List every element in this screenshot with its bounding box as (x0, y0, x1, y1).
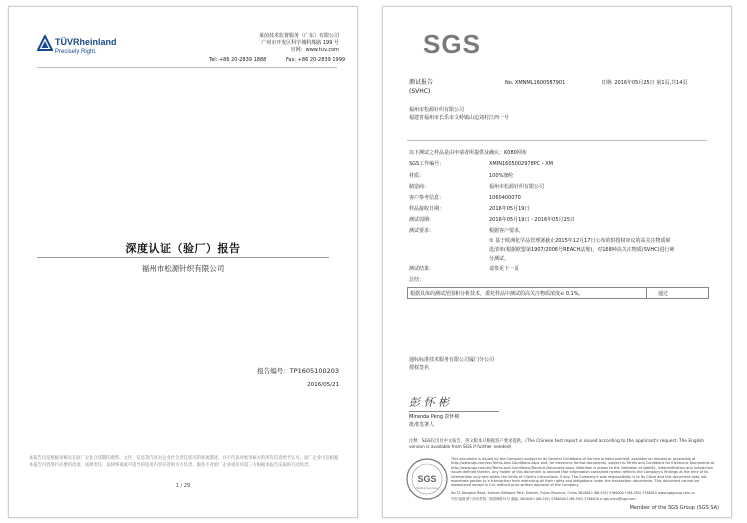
field-label: SGS工作编号： (409, 161, 445, 167)
audit-report-cover-page (8, 6, 358, 518)
field-label: 测试要求： (409, 228, 435, 234)
table-divider (646, 288, 647, 298)
tuv-company-name: 莱茵技术监督服务（广东）有限公司 (258, 33, 339, 39)
field-value: 100%涤纶 (489, 173, 514, 179)
audited-company-name: 福州市松源针织有限公司 (141, 264, 225, 273)
seal-subtext: Testing Services (416, 486, 438, 490)
sample-intro: 以下测试之样品是由申请者所提供及确认：K080网布 (409, 150, 527, 156)
sgs-address-cn: 中国·福建·厦门市软件园二期望海路31号 邮编: 361008 t (86-592) 5766000 f (86-592) 5766010 e sgs.china@sgs.com (451, 497, 636, 501)
signature-line (409, 411, 499, 412)
sgs-test-report-page (382, 6, 732, 518)
tuv-website: 官网：www.tuv.com (290, 47, 339, 53)
conclusion-pass: 通过 (658, 290, 669, 297)
client-divider (407, 140, 707, 141)
requirement-line: 分测试。 (489, 256, 510, 262)
conclusion-text: 根据具体的测试范围和分析技术，委托样品中测试的高关注物质浓度≤ 0.1%。 (410, 290, 584, 297)
field-label: 样品接收日期： (409, 206, 445, 212)
field-value: 福州市松源针织有限公司 (489, 184, 545, 190)
result-value: 请参见下一页 (489, 266, 520, 272)
client-address: 福建省福州市长乐市文岭镇山边刘村江西一号 (409, 115, 510, 121)
field-label: 制造商： (409, 184, 430, 190)
sgs-seal-icon (405, 457, 449, 501)
report-no: No. XMNML1600587901 (505, 80, 566, 86)
tuv-address: 广州市开发区科学城科珠路 199 号 (261, 40, 339, 46)
sgs-member-note: Member of the SGS Group (SGS SA) (629, 505, 719, 511)
client-name: 福州市松源针织有限公司 (409, 107, 465, 113)
signer-role: 批准签署人 (409, 422, 435, 428)
translation-note: 注释：SGS仅出具中文报告，英文版本只根据客户要求提供。(The Chinese test report is issued according to the applicant's request. The English version is available from SGS if further needed) (409, 439, 704, 450)
report-date-page: 日期: 2016年05月25日 第1页,共14页 (601, 80, 688, 86)
title-underline (37, 257, 329, 258)
field-value: XMIN1605002978PC - XM (489, 161, 553, 167)
sgs-address-en: No.31 Wanghai Road, Xiamen Software Park, Xiamen, Fujian Province, China 361008 t (86-592) 5766000 f (86-592) 5766010 www.sgsgroup.com.cn (451, 491, 696, 495)
result-label: 测试结果： (409, 266, 435, 272)
conclusion-table (407, 287, 709, 299)
signer-name: Miranda Peng 彭怀彬 (409, 414, 460, 420)
field-label: 客户参考信息： (409, 195, 445, 201)
disclaimer-notes: 本报告仅是根据审核员在验厂企业合适期的观察、文件、信息等内容对企业社会责任状况的客观描述，并不代表对被审核方的所有信息给予认可。验厂企业可以根据本报告内容进行必要的改进，法律责任、法律事项或可适当的适用内容应对相关方负责。服务不对验厂企业或任何第三方根据本报告采取的行动负责。 (29, 456, 339, 468)
field-value: 根据客户要求， (489, 228, 525, 234)
conclusion-label: 总结： (409, 277, 425, 283)
field-value: 2016年05月19日 (489, 206, 530, 212)
field-value: 1060400070 (489, 195, 521, 201)
doc-type: 测试报告 (409, 79, 434, 86)
header-divider (37, 67, 337, 68)
page-number: 1 / 29 (175, 483, 191, 489)
field-label: 测试周期： (409, 217, 435, 223)
issuer-name: 通标标准技术服务有限公司厦门分公司 (409, 357, 495, 363)
report-date: 2016/05/21 (307, 382, 339, 388)
sgs-logo: SGS (423, 29, 481, 59)
field-value: 2016年05月19日 - 2016年05月25日 (489, 217, 575, 223)
terms-fine-print: This document is issued by the Company subject to its General Conditions of Service printed overleaf, available on request or accessible at http://www.sgs.com/en/Terms-and-Conditions.aspx and, for electronic format documents, subject to Terms and Conditions for Electronic Documents at http://www.sgs.com/en/Terms-and-Conditions/Terms-e-Document.aspx. Attention is drawn to the limitation of liability, indemnification and jurisdiction issues defined therein. Any holder of this document is advised that information contained hereon reflects the Company's findings at the time of its intervention only and within the limits of Client's instructions, if any. The Company's sole responsibility is to its Client and this document does not exonerate parties to a transaction from exercising all their rights and obligations under the transaction documents. This document cannot be reproduced except in full, without prior written approval of the Company. (451, 457, 715, 488)
report-title: 深度认证（验厂）报告 (125, 242, 241, 255)
handwritten-signature: 彭 怀 彬 (409, 396, 449, 409)
seal-text: SGS (417, 474, 437, 484)
tuv-phone: Tel: +86 20-2839 1888 (209, 57, 267, 63)
field-label: 材质： (409, 173, 425, 179)
tuv-fax: Fax: +86 20-2839 1999 (286, 57, 346, 63)
doc-subtype: (SVHC) (409, 88, 431, 95)
tuv-brand-name: TÜVRheinland (55, 37, 117, 47)
requirement-line: ① 基于欧洲化学品管理署截止2015年12月17日公布的供授权审议的高关注物质候 (489, 238, 671, 244)
issuer-role: 授权签名 (409, 365, 430, 371)
tuv-triangle-logo-icon (37, 35, 53, 51)
requirement-line: 选清单(根据欧盟第1907/2006号REACH法规)，对168种高关注物质(SVHC)进行筛 (489, 247, 675, 253)
report-number: 报告编号：TP1605100203 (257, 367, 339, 375)
tuv-tagline: Precisely Right. (55, 49, 97, 55)
